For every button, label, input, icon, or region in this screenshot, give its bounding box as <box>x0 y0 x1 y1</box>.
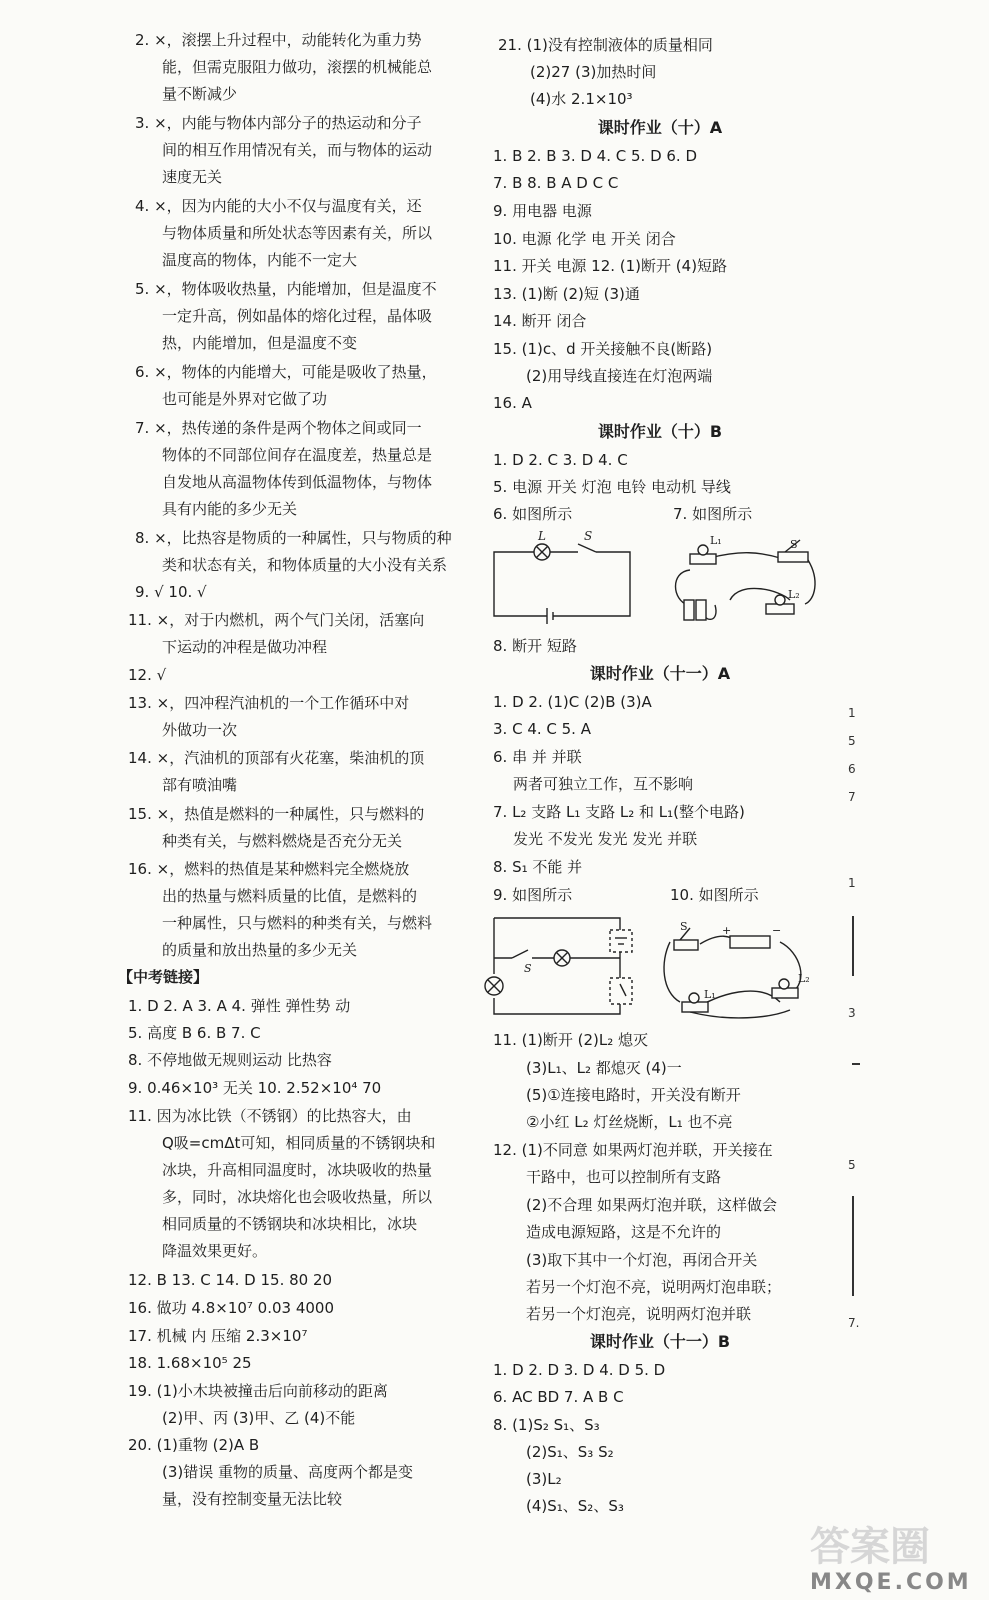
left-line: 温度高的物体，内能不一定大 <box>162 251 358 269</box>
diagram-label-l2: L₂ <box>798 972 810 985</box>
left-line: 一种属性，只与燃料的种类有关，与燃料 <box>162 914 433 932</box>
right-line: 7. L₂ 支路 L₁ 支路 L₂ 和 L₁(整个电路) <box>493 803 745 821</box>
right-line: 11. (1)断开 (2)L₂ 熄灭 <box>493 1031 649 1049</box>
right-line: 6. 如图所示 <box>493 505 573 523</box>
left-line: 与物体质量和所处状态等因素有关，所以 <box>162 224 433 242</box>
right-line: 9. 用电器 电源 <box>493 202 592 220</box>
left-line: 2. ×，滚摆上升过程中，动能转化为重力势 <box>135 31 422 49</box>
left-line: 量不断减少 <box>162 85 238 103</box>
left-line: 一定升高，例如晶体的熔化过程，晶体吸 <box>162 307 433 325</box>
left-line: 9. 0.46×10³ 无关 10. 2.52×10⁴ 70 <box>128 1079 382 1097</box>
left-line: 类和状态有关，和物体质量的大小没有关系 <box>162 556 448 574</box>
left-line: 11. ×，对于内燃机，两个气门关闭，活塞向 <box>128 611 425 629</box>
left-line: 具有内能的多少无关 <box>162 500 298 518</box>
right-line: 8. 断开 短路 <box>493 637 577 655</box>
right-line: (2)S₁、S₃ S₂ <box>526 1443 614 1461</box>
diagram-label-l: L <box>538 529 546 543</box>
left-line: 12. B 13. C 14. D 15. 80 20 <box>128 1271 333 1289</box>
series-circuit-diagram <box>492 528 642 626</box>
diagram-label-plus: + <box>722 924 732 937</box>
left-line: 16. ×，燃料的热值是某种燃料完全燃烧放 <box>128 860 410 878</box>
watermark-url: MXQE.COM <box>810 1570 972 1595</box>
left-line: (2)甲、丙 (3)甲、乙 (4)不能 <box>162 1409 356 1427</box>
diagram-label-l2: L₂ <box>788 588 800 601</box>
section-heading: 课时作业（十一）A <box>589 664 731 683</box>
section-heading: 课时作业（十一）B <box>589 1332 731 1351</box>
left-line: 相同质量的不锈钢块和冰块相比，冰块 <box>162 1215 418 1233</box>
right-line: 15. (1)c、d 开关接触不良(断路) <box>493 340 713 358</box>
edge-mark: 5 <box>848 1158 856 1172</box>
left-line: 下运动的冲程是做功冲程 <box>162 638 328 656</box>
right-line: 5. 电源 开关 灯泡 电铃 电动机 导线 <box>493 478 731 496</box>
right-line: 13. (1)断 (2)短 (3)通 <box>493 285 640 303</box>
left-line: 19. (1)小木块被撞击后向前移动的距离 <box>128 1382 388 1400</box>
right-line: (5)①连接电路时，开关没有断开 <box>526 1086 741 1104</box>
left-line: 降温效果更好。 <box>162 1242 268 1260</box>
left-line: 的质量和放出热量的多少无关 <box>162 941 358 959</box>
left-line: 12. √ <box>128 666 167 684</box>
left-line: 自发地从高温物体传到低温物体，与物体 <box>162 473 433 491</box>
edge-mark: 7. <box>848 1316 860 1330</box>
right-line: 11. 开关 电源 12. (1)断开 (4)短路 <box>493 257 728 275</box>
parallel-circuit-diagram <box>484 910 644 1022</box>
right-line: 1. D 2. (1)C (2)B (3)A <box>493 693 652 711</box>
right-line: 干路中，也可以控制所有支路 <box>526 1168 722 1186</box>
right-line: 7. 如图所示 <box>673 505 753 523</box>
left-line: 15. ×，热值是燃料的一种属性，只与燃料的 <box>128 805 425 823</box>
left-line: 速度无关 <box>162 168 223 186</box>
right-line: 1. B 2. B 3. D 4. C 5. D 6. D <box>493 147 698 165</box>
left-line: 17. 机械 内 压缩 2.3×10⁷ <box>128 1327 308 1345</box>
left-line: 1. D 2. A 3. A 4. 弹性 弹性势 动 <box>128 997 351 1015</box>
right-line: 1. D 2. C 3. D 4. C <box>493 451 628 469</box>
right-line: 10. 电源 化学 电 开关 闭合 <box>493 230 676 248</box>
left-line: 14. ×，汽油机的顶部有火花塞，柴油机的顶 <box>128 749 425 767</box>
right-line: 若另一个灯泡不亮，说明两灯泡串联； <box>526 1278 782 1296</box>
right-line: (3)L₁、L₂ 都熄灭 (4)一 <box>526 1059 682 1077</box>
right-line: 发光 不发光 发光 发光 并联 <box>513 830 698 848</box>
right-line: (4)S₁、S₂、S₃ <box>526 1497 624 1515</box>
left-line: 11. 因为冰比铁（不锈钢）的比热容大，由 <box>128 1107 412 1125</box>
right-line: 9. 如图所示 <box>493 886 573 904</box>
right-line: 两者可独立工作，互不影响 <box>513 775 694 793</box>
diagram-label-s: S <box>524 962 532 975</box>
right-line: (3)L₂ <box>526 1470 562 1488</box>
left-line: 5. ×，物体吸收热量，内能增加，但是温度不 <box>135 280 437 298</box>
edge-mark: 3 <box>848 1006 856 1020</box>
right-line: 21. (1)没有控制液体的质量相同 <box>498 36 713 54</box>
diagram-label-l1: L₁ <box>710 534 722 547</box>
left-line: 热，内能增加，但是温度不变 <box>162 334 358 352</box>
right-line: ②小红 L₂ 灯丝烧断，L₁ 也不亮 <box>526 1113 733 1131</box>
right-line: 6. 串 并 并联 <box>493 748 582 766</box>
left-line: 部有喷油嘴 <box>162 776 238 794</box>
right-line: 1. D 2. D 3. D 4. D 5. D <box>493 1361 666 1379</box>
watermark-main: 答案圈 <box>810 1524 930 1570</box>
left-line: 7. ×，热传递的条件是两个物体之间或同一 <box>135 419 422 437</box>
left-line: 出的热量与燃料质量的比值，是燃料的 <box>162 887 418 905</box>
left-line: 4. ×，因为内能的大小不仅与温度有关，还 <box>135 197 422 215</box>
right-line: (2)27 (3)加热时间 <box>530 63 657 81</box>
physical-parallel-diagram <box>660 922 816 1028</box>
left-line: 16. 做功 4.8×10⁷ 0.03 4000 <box>128 1299 335 1317</box>
right-line: 8. S₁ 不能 并 <box>493 858 583 876</box>
diagram-label-l1: L₁ <box>704 988 716 1001</box>
left-line: 18. 1.68×10⁵ 25 <box>128 1354 252 1372</box>
right-line: 16. A <box>493 394 532 412</box>
left-line: 能，但需克服阻力做功，滚摆的机械能总 <box>162 58 433 76</box>
left-line: 种类有关，与燃料燃烧是否充分无关 <box>162 832 403 850</box>
right-line: 12. (1)不同意 如果两灯泡并联，开关接在 <box>493 1141 773 1159</box>
right-line: 造成电源短路，这是不允许的 <box>526 1223 722 1241</box>
right-line: 3. C 4. C 5. A <box>493 720 591 738</box>
left-line: 3. ×，内能与物体内部分子的热运动和分子 <box>135 114 422 132</box>
right-line: 若另一个灯泡亮，说明两灯泡并联 <box>526 1305 752 1323</box>
right-line: (2)不合理 如果两灯泡并联，这样做会 <box>526 1196 778 1214</box>
right-line: 8. (1)S₂ S₁、S₃ <box>493 1416 600 1434</box>
diagram-label-s: S <box>680 922 688 933</box>
right-line: (4)水 2.1×10³ <box>530 90 633 108</box>
diagram-label-s: S <box>584 529 593 543</box>
edge-bar <box>852 1196 854 1296</box>
section-heading: 课时作业（十）B <box>597 422 723 441</box>
left-line: 5. 高度 B 6. B 7. C <box>128 1024 261 1042</box>
edge-bar <box>852 916 854 976</box>
edge-mark: 6 <box>848 762 856 776</box>
left-line: 也可能是外界对它做了功 <box>162 390 328 408</box>
left-line: (3)错误 重物的质量、高度两个都是变 <box>162 1463 414 1481</box>
edge-mark: 1 <box>848 706 856 720</box>
left-line: 外做功一次 <box>162 721 238 739</box>
edge-mark: 1 <box>848 876 856 890</box>
left-line: 6. ×，物体的内能增大，可能是吸收了热量， <box>135 363 437 381</box>
right-line: (2)用导线直接连在灯泡两端 <box>526 367 713 385</box>
physical-circuit-diagram <box>670 530 820 630</box>
left-line: 9. √ 10. √ <box>135 583 207 601</box>
right-line: 6. AC BD 7. A B C <box>493 1388 624 1406</box>
section-heading: 课时作业（十）A <box>597 118 723 137</box>
left-line: 物体的不同部位间存在温度差，热量总是 <box>162 446 433 464</box>
edge-mark: 5 <box>848 734 856 748</box>
diagram-label-minus: − <box>772 924 782 937</box>
diagram-label-s: S <box>790 538 798 551</box>
left-line: 多，同时，冰块熔化也会吸收热量，所以 <box>162 1188 433 1206</box>
left-line: 量，没有控制变量无法比较 <box>162 1490 343 1508</box>
left-line: 8. ×，比热容是物质的一种属性，只与物质的种 <box>135 529 452 547</box>
left-line: 8. 不停地做无规则运动 比热容 <box>128 1051 332 1069</box>
edge-bar <box>852 1063 860 1065</box>
left-line: Q吸=cmΔt可知，相同质量的不锈钢块和 <box>162 1134 436 1152</box>
right-line: 14. 断开 闭合 <box>493 312 587 330</box>
section-heading: 【中考链接】 <box>118 968 209 986</box>
left-line: 13. ×，四冲程汽油机的一个工作循环中对 <box>128 694 410 712</box>
right-line: 7. B 8. B A D C C <box>493 174 619 192</box>
right-line: (3)取下其中一个灯泡，再闭合开关 <box>526 1251 758 1269</box>
left-line: 冰块，升高相同温度时，冰块吸收的热量 <box>162 1161 433 1179</box>
left-line: 20. (1)重物 (2)A B <box>128 1436 260 1454</box>
edge-mark: 7 <box>848 790 856 804</box>
right-line: 10. 如图所示 <box>670 886 759 904</box>
left-line: 间的相互作用情况有关，而与物体的运动 <box>162 141 433 159</box>
